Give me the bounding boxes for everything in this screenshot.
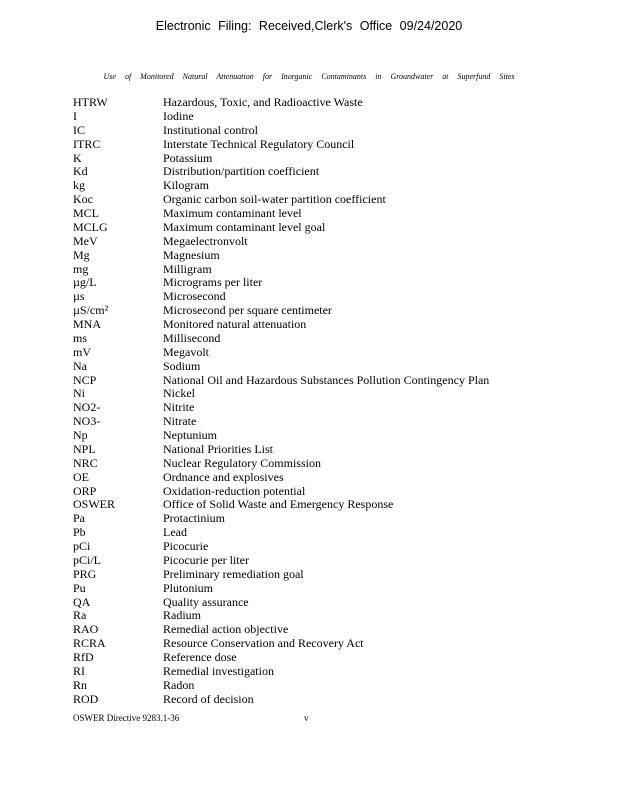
- acronym-row: [73, 429, 613, 443]
- acronym-abbreviation: RI: [73, 663, 85, 678]
- acronym-definition: Microsecond: [163, 289, 226, 304]
- acronym-definition: Kilogram: [163, 178, 209, 193]
- acronym-abbreviation: NO3-: [73, 414, 101, 429]
- acronym-abbreviation: µg/L: [73, 275, 97, 290]
- acronym-abbreviation: pCi/L: [73, 552, 102, 567]
- acronym-abbreviation: µs: [73, 289, 85, 304]
- acronym-row: [73, 609, 613, 623]
- acronym-row: [73, 485, 613, 499]
- acronym-row: [73, 498, 613, 512]
- acronym-row: [73, 193, 613, 207]
- acronym-row: [73, 554, 613, 568]
- acronym-abbreviation: Kd: [73, 164, 88, 179]
- acronym-row: [73, 415, 613, 429]
- acronym-definition: Picocurie: [163, 539, 209, 553]
- acronym-abbreviation: Pu: [73, 580, 86, 595]
- acronym-definition: Maximum contaminant level: [163, 206, 302, 220]
- acronym-abbreviation: K: [73, 150, 82, 165]
- acronym-abbreviation: OSWER: [73, 497, 115, 512]
- acronym-row: [73, 471, 613, 485]
- acronym-abbreviation: ORP: [73, 483, 97, 498]
- acronym-row: [73, 582, 613, 596]
- acronym-abbreviation: NCP: [73, 372, 97, 387]
- acronym-definition: Nickel: [163, 386, 195, 401]
- acronym-abbreviation: NO2-: [73, 400, 101, 415]
- acronym-abbreviation: MeV: [73, 233, 98, 248]
- page-number: v: [304, 713, 309, 723]
- acronym-abbreviation: MCLG: [73, 219, 108, 234]
- acronym-abbreviation: Pa: [73, 511, 85, 526]
- acronym-definition: Sodium: [163, 358, 201, 373]
- acronym-definition: Quality assurance: [163, 594, 249, 609]
- acronym-abbreviation: mV: [73, 344, 91, 359]
- acronym-definition: Radon: [163, 677, 195, 692]
- acronym-definition: Institutional control: [163, 122, 258, 137]
- acronym-abbreviation: Ni: [73, 386, 85, 401]
- acronym-row: [73, 387, 613, 401]
- acronym-row: [73, 693, 613, 707]
- acronym-definition: Remedial investigation: [163, 663, 274, 678]
- acronym-definition: Nuclear Regulatory Commission: [163, 455, 321, 470]
- acronym-row: [73, 665, 613, 679]
- acronym-row: [73, 249, 613, 263]
- acronym-abbreviation: Np: [73, 428, 88, 442]
- acronym-row: [73, 457, 613, 471]
- acronym-abbreviation: ROD: [73, 691, 99, 706]
- acronym-abbreviation: HTRW: [73, 95, 108, 109]
- acronym-abbreviation: Koc: [73, 192, 93, 207]
- footer-directive: OSWER Directive 9283.1-36: [73, 713, 180, 723]
- acronym-row: [73, 110, 613, 124]
- acronym-definition: Office of Solid Waste and Emergency Response: [163, 497, 394, 512]
- acronym-abbreviation: RCRA: [73, 636, 106, 651]
- acronym-row: [73, 179, 613, 193]
- acronym-row: [73, 346, 613, 360]
- acronym-definition: Magnesium: [163, 247, 220, 262]
- acronym-definition: Protactinium: [163, 511, 225, 526]
- acronym-definition: Potassium: [163, 150, 213, 165]
- acronym-definition: National Oil and Hazardous Substances Pollution Contingency Plan: [163, 372, 490, 387]
- acronym-abbreviation: PRG: [73, 566, 97, 581]
- acronym-row: [73, 318, 613, 332]
- acronym-abbreviation: Pb: [73, 525, 86, 540]
- acronym-row: [73, 596, 613, 610]
- acronym-row: [73, 568, 613, 582]
- acronym-row: [73, 623, 613, 637]
- acronym-definition: Millisecond: [163, 330, 221, 345]
- acronym-definition: Hazardous, Toxic, and Radioactive Waste: [163, 95, 363, 109]
- acronym-abbreviation: NPL: [73, 441, 96, 456]
- acronym-row: [73, 96, 613, 110]
- acronym-row: [73, 124, 613, 138]
- acronym-definition: Plutonium: [163, 580, 214, 595]
- acronym-definition: Ordnance and explosives: [163, 469, 284, 484]
- acronym-definition: Milligram: [163, 261, 212, 276]
- acronym-definition: Nitrate: [163, 414, 197, 429]
- acronym-row: [73, 374, 613, 388]
- acronym-definition: Record of decision: [163, 691, 254, 706]
- acronym-definition: Megavolt: [163, 344, 209, 359]
- acronym-row: [73, 235, 613, 249]
- acronym-abbreviation: Rn: [73, 677, 88, 692]
- acronym-definition: Distribution/partition coefficient: [163, 164, 320, 179]
- acronym-abbreviation: ms: [73, 330, 88, 345]
- acronym-row: [73, 304, 613, 318]
- acronym-row: [73, 165, 613, 179]
- acronym-row: [73, 540, 613, 554]
- acronym-abbreviation: MNA: [73, 317, 102, 331]
- acronym-definition: Iodine: [163, 108, 194, 123]
- acronym-abbreviation: RfD: [73, 650, 94, 664]
- acronym-row: [73, 360, 613, 374]
- acronym-definition: Resource Conservation and Recovery Act: [163, 636, 364, 651]
- acronym-abbreviation: µS/cm²: [73, 303, 109, 318]
- acronym-abbreviation: pCi: [73, 539, 91, 553]
- acronym-row: [73, 276, 613, 290]
- acronym-definition: Microsecond per square centimeter: [163, 303, 332, 318]
- acronym-definition: Radium: [163, 608, 201, 623]
- acronym-row: [73, 221, 613, 235]
- acronym-abbreviation: NRC: [73, 455, 98, 470]
- acronym-abbreviation: Na: [73, 358, 87, 373]
- acronym-definition: Lead: [163, 525, 187, 540]
- acronym-definition: Nitrite: [163, 400, 195, 415]
- running-title: Use of Monitored Natural Attenuation for Inorganic Contaminants in Groundwater at Superfund Sites: [103, 72, 515, 81]
- acronym-row: [73, 290, 613, 304]
- acronym-row: [73, 526, 613, 540]
- acronym-abbreviation: Mg: [73, 247, 90, 262]
- acronym-row: [73, 138, 613, 152]
- acronym-definition: Neptunium: [163, 428, 217, 442]
- acronym-definition: Reference dose: [163, 650, 237, 664]
- acronym-definition: Interstate Technical Regulatory Council: [163, 136, 355, 151]
- acronym-abbreviation: QA: [73, 594, 91, 609]
- acronym-row: [73, 401, 613, 415]
- acronym-abbreviation: kg: [73, 178, 85, 193]
- acronym-abbreviation: mg: [73, 261, 89, 276]
- acronym-abbreviation: RAO: [73, 622, 99, 637]
- acronym-row: [73, 263, 613, 277]
- acronym-definition: Remedial action objective: [163, 622, 289, 637]
- acronym-row: [73, 443, 613, 457]
- acronym-row: [73, 152, 613, 166]
- acronym-abbreviation: Ra: [73, 608, 87, 623]
- acronym-definition: Picocurie per liter: [163, 552, 249, 567]
- acronym-definition: Micrograms per liter: [163, 275, 263, 290]
- acronym-definition: Megaelectronvolt: [163, 233, 248, 248]
- acronym-list: [73, 96, 613, 707]
- acronym-row: [73, 512, 613, 526]
- filing-stamp: Electronic Filing: Received,Clerk's Office 09/24/2020: [155, 19, 463, 33]
- acronym-definition: Oxidation-reduction potential: [163, 483, 306, 498]
- acronym-abbreviation: ITRC: [73, 136, 101, 151]
- acronym-row: [73, 651, 613, 665]
- acronym-definition: Maximum contaminant level goal: [163, 219, 326, 234]
- acronym-abbreviation: I: [73, 108, 77, 123]
- acronym-row: [73, 207, 613, 221]
- acronym-row: [73, 637, 613, 651]
- acronym-definition: Monitored natural attenuation: [163, 317, 307, 331]
- acronym-abbreviation: IC: [73, 122, 85, 137]
- acronym-row: [73, 332, 613, 346]
- acronym-definition: National Priorities List: [163, 441, 273, 456]
- acronym-definition: Organic carbon soil-water partition coefficient: [163, 192, 386, 207]
- acronym-abbreviation: MCL: [73, 206, 100, 220]
- acronym-row: [73, 679, 613, 693]
- acronym-abbreviation: OE: [73, 469, 89, 484]
- acronym-definition: Preliminary remediation goal: [163, 566, 304, 581]
